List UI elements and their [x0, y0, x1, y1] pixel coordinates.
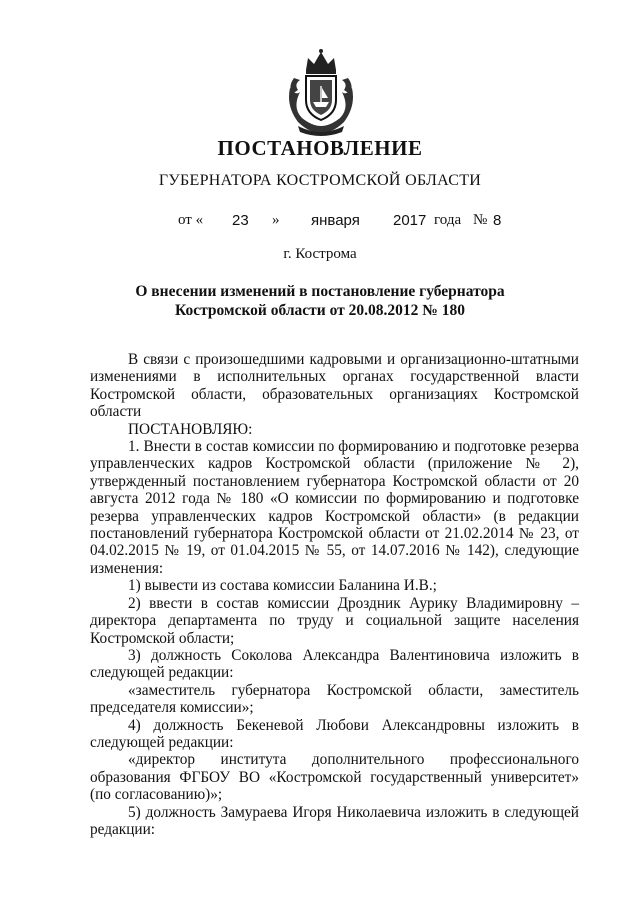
document-body [90, 351, 579, 838]
date-line [0, 212, 640, 232]
date-month: января [311, 212, 360, 229]
body-paragraph: 5) должность Замураева Игоря Николаевича изложить в следующей редакции: [90, 803, 579, 838]
document-number: 8 [493, 212, 502, 229]
date-year: 2017 [393, 212, 427, 229]
body-paragraph: «директор института дополнительного профессионального образования ФГБОУ ВО «Костромской государственный университет» (по согласованию)»; [90, 751, 579, 804]
number-sign: № [473, 212, 488, 228]
date-day: 23 [232, 212, 249, 229]
body-paragraph: 1) вывести из состава комиссии Баланина И.В.; [128, 577, 437, 595]
document-title: ПОСТАНОВЛЕНИЕ [217, 136, 423, 160]
body-paragraph: 4) должность Бекеневой Любови Александровны изложить в следующей редакции: [90, 716, 579, 751]
body-paragraph: «заместитель губернатора Костромской области, заместитель председателя комиссии»; [90, 681, 579, 717]
body-paragraph: 1. Внести в состав комиссии по формированию и подготовке резерва управленческих кадров Костромской области (приложение № 2), утвержденный постановлением губернатора Костромской области от 20 августа 2012 года № 180 «О комиссии по формированию и подготовке резерва управленческих кадров Костромской области» (в редакции постановлений губернатора Костромской области от 21.02.2014 № 23, от 04.02.2015 № 19, от 01.04.2015 № 55, от 14.07.2016 № 142), следующие изменения: [90, 438, 579, 577]
date-year-word: года [434, 212, 462, 228]
heading-line-1: О внесении изменений в постановление губернатора [135, 283, 505, 300]
body-paragraph: ПОСТАНОВЛЯЮ: [128, 420, 253, 438]
body-paragraph: В связи с произошедшими кадровыми и организационно-штатными изменениями в исполнительных органах государственной власти Костромской области, образовательных организациях Костромской области [90, 351, 579, 421]
city: г. Кострома [283, 246, 357, 262]
document-subtitle: ГУБЕРНАТОРА КОСТРОМСКОЙ ОБЛАСТИ [158, 172, 482, 189]
date-prefix: от « [178, 212, 204, 228]
date-close-quote: » [272, 212, 280, 228]
body-paragraph: 3) должность Соколова Александра Валентиновича изложить в следующей редакции: [90, 646, 579, 682]
body-paragraph: 2) ввести в состав комиссии Дроздник Аурику Владимировну – директора департамента по труду и социальной защите населения Костромской области; [90, 594, 579, 647]
document-heading [80, 282, 560, 320]
coat-of-arms-emblem [284, 48, 358, 136]
heading-line-2: Костромской области от 20.08.2012 № 180 [175, 302, 465, 319]
